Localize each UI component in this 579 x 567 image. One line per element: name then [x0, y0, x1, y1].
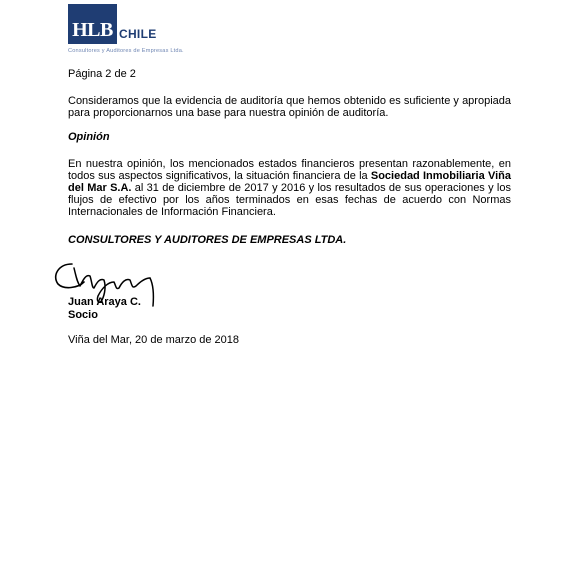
logo-name: CHILE	[119, 27, 157, 41]
logo-mark: HLB	[68, 4, 117, 44]
paragraph-evidence: Consideramos que la evidencia de auditoría que hemos obtenido es suficiente y apropiada para proporcionarnos una base para nuestra opinión de auditoría.	[68, 95, 511, 119]
opinion-text-before: En nuestra opinión, los mencionados estados financieros presentan razonablemente, en todos sus aspectos significativos, la situación financiera de la	[68, 158, 511, 182]
company-name: Sociedad Inmobiliaria Viña del Mar S.A.	[68, 170, 511, 194]
page-number: Página 2 de 2	[68, 68, 136, 80]
opinion-text-after: al 31 de diciembre de 2017 y 2016 y los resultados de sus operaciones y los flujos de efectivo por los años terminados en esas fechas de acuerdo con Normas Internacionales de Información Financiera.	[68, 182, 511, 218]
opinion-heading: Opinión	[68, 131, 110, 143]
hlb-chile-logo	[68, 4, 218, 56]
firm-name: CONSULTORES Y AUDITORES DE EMPRESAS LTDA.	[68, 234, 347, 246]
logo-tagline: Consultores y Auditores de Empresas Ltda.	[68, 48, 184, 54]
opinion-paragraph	[68, 158, 511, 218]
signer-name: Juan Araya C.	[68, 296, 141, 308]
place-date: Viña del Mar, 20 de marzo de 2018	[68, 334, 240, 346]
signer-title: Socio	[68, 309, 98, 321]
